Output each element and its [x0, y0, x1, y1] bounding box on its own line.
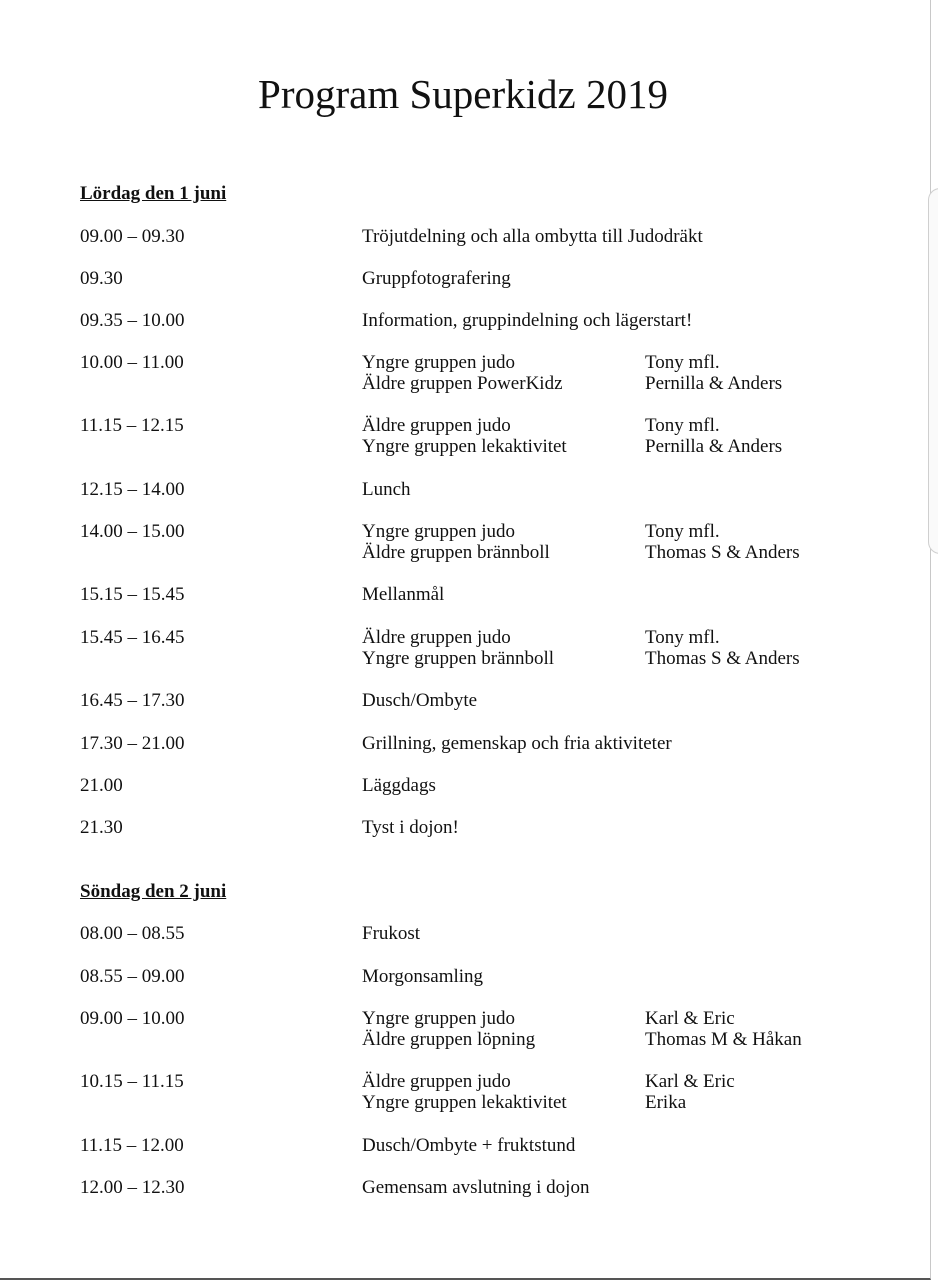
activity-lines	[362, 690, 882, 711]
activity: Grillning, gemenskap och fria aktiviteter	[362, 733, 672, 754]
time-slot: 11.15 – 12.15	[80, 415, 184, 436]
leader: Pernilla & Anders	[645, 373, 783, 394]
time-slot: 09.00 – 09.30	[80, 226, 185, 247]
leader: Tony mfl.	[645, 521, 720, 542]
time-slot: 10.00 – 11.00	[80, 352, 184, 373]
time-slot: 14.00 – 15.00	[80, 521, 185, 542]
scroll-handle[interactable]	[928, 188, 938, 554]
leader: Thomas M & Håkan	[645, 1029, 802, 1050]
time-slot: 10.15 – 11.15	[80, 1071, 184, 1092]
activity-line	[362, 1092, 882, 1113]
activity-line	[362, 775, 882, 796]
activity-line	[362, 436, 882, 457]
page-title: Program Superkidz 2019	[258, 71, 668, 117]
activity-lines	[362, 627, 882, 669]
activity-line	[362, 479, 882, 500]
activity: Äldre gruppen judo	[362, 627, 511, 648]
activity-lines	[362, 479, 882, 500]
leader: Thomas S & Anders	[645, 542, 800, 563]
activity-lines	[362, 310, 882, 331]
activity-line	[362, 1177, 882, 1198]
activity-line	[362, 226, 882, 247]
activity: Frukost	[362, 923, 421, 944]
time-slot: 15.15 – 15.45	[80, 584, 185, 605]
activity: Yngre gruppen brännboll	[362, 648, 555, 669]
activity: Yngre gruppen judo	[362, 352, 516, 373]
activity: Gruppfotografering	[362, 268, 511, 289]
activity: Äldre gruppen judo	[362, 1071, 511, 1092]
leader: Thomas S & Anders	[645, 648, 800, 669]
activity-line	[362, 817, 882, 838]
leader: Karl & Eric	[645, 1008, 735, 1029]
activity-line	[362, 733, 882, 754]
activity-line	[362, 966, 882, 987]
time-slot: 11.15 – 12.00	[80, 1135, 184, 1156]
time-slot: 17.30 – 21.00	[80, 733, 185, 754]
activity-lines	[362, 923, 882, 944]
activity: Yngre gruppen lekaktivitet	[362, 1092, 567, 1113]
time-slot: 09.35 – 10.00	[80, 310, 185, 331]
activity: Information, gruppindelning och lägerstart!	[362, 310, 693, 331]
time-slot: 15.45 – 16.45	[80, 627, 185, 648]
activity-line	[362, 648, 882, 669]
time-slot: 21.00	[80, 775, 123, 796]
activity-lines	[362, 584, 882, 605]
activity: Äldre gruppen brännboll	[362, 542, 550, 563]
time-slot: 12.15 – 14.00	[80, 479, 185, 500]
leader: Tony mfl.	[645, 415, 720, 436]
activity-line	[362, 415, 882, 436]
activity-lines	[362, 352, 882, 394]
activity: Yngre gruppen judo	[362, 521, 516, 542]
time-slot: 09.30	[80, 268, 123, 289]
activity-line	[362, 521, 882, 542]
activity-line	[362, 542, 882, 563]
activity-line	[362, 1008, 882, 1029]
time-slot: 21.30	[80, 817, 123, 838]
activity: Yngre gruppen lekaktivitet	[362, 436, 567, 457]
activity-line	[362, 923, 882, 944]
activity-lines	[362, 1008, 882, 1050]
activity: Dusch/Ombyte + fruktstund	[362, 1135, 576, 1156]
leader: Erika	[645, 1092, 687, 1113]
activity: Läggdags	[362, 775, 436, 796]
activity-lines	[362, 1135, 882, 1156]
activity-lines	[362, 521, 882, 563]
activity-line	[362, 584, 882, 605]
activity: Äldre gruppen löpning	[362, 1029, 536, 1050]
leader: Karl & Eric	[645, 1071, 735, 1092]
time-slot: 16.45 – 17.30	[80, 690, 185, 711]
activity-line	[362, 690, 882, 711]
activity-lines	[362, 775, 882, 796]
activity: Äldre gruppen judo	[362, 415, 511, 436]
activity-lines	[362, 817, 882, 838]
activity: Äldre gruppen PowerKidz	[362, 373, 563, 394]
activity-line	[362, 373, 882, 394]
activity-line	[362, 1029, 882, 1050]
day-heading: Lördag den 1 juni	[80, 183, 227, 204]
activity-line	[362, 1071, 882, 1092]
leader: Pernilla & Anders	[645, 436, 783, 457]
leader: Tony mfl.	[645, 352, 720, 373]
activity-lines	[362, 1071, 882, 1113]
time-slot: 09.00 – 10.00	[80, 1008, 185, 1029]
activity: Mellanmål	[362, 584, 445, 605]
time-slot: 08.55 – 09.00	[80, 966, 185, 987]
activity: Dusch/Ombyte	[362, 690, 478, 711]
activity: Lunch	[362, 479, 411, 500]
activity: Tyst i dojon!	[362, 817, 459, 838]
activity-line	[362, 268, 882, 289]
activity-line	[362, 352, 882, 373]
activity-lines	[362, 966, 882, 987]
activity: Tröjutdelning och alla ombytta till Judodräkt	[362, 226, 703, 247]
activity-line	[362, 1135, 882, 1156]
activity-lines	[362, 268, 882, 289]
activity-line	[362, 310, 882, 331]
activity-lines	[362, 1177, 882, 1198]
activity: Gemensam avslutning i dojon	[362, 1177, 590, 1198]
activity-lines	[362, 415, 882, 457]
day-heading: Söndag den 2 juni	[80, 881, 227, 902]
activity-line	[362, 627, 882, 648]
activity: Yngre gruppen judo	[362, 1008, 516, 1029]
leader: Tony mfl.	[645, 627, 720, 648]
activity: Morgonsamling	[362, 966, 484, 987]
activity-lines	[362, 226, 882, 247]
time-slot: 12.00 – 12.30	[80, 1177, 185, 1198]
time-slot: 08.00 – 08.55	[80, 923, 185, 944]
activity-lines	[362, 733, 882, 754]
